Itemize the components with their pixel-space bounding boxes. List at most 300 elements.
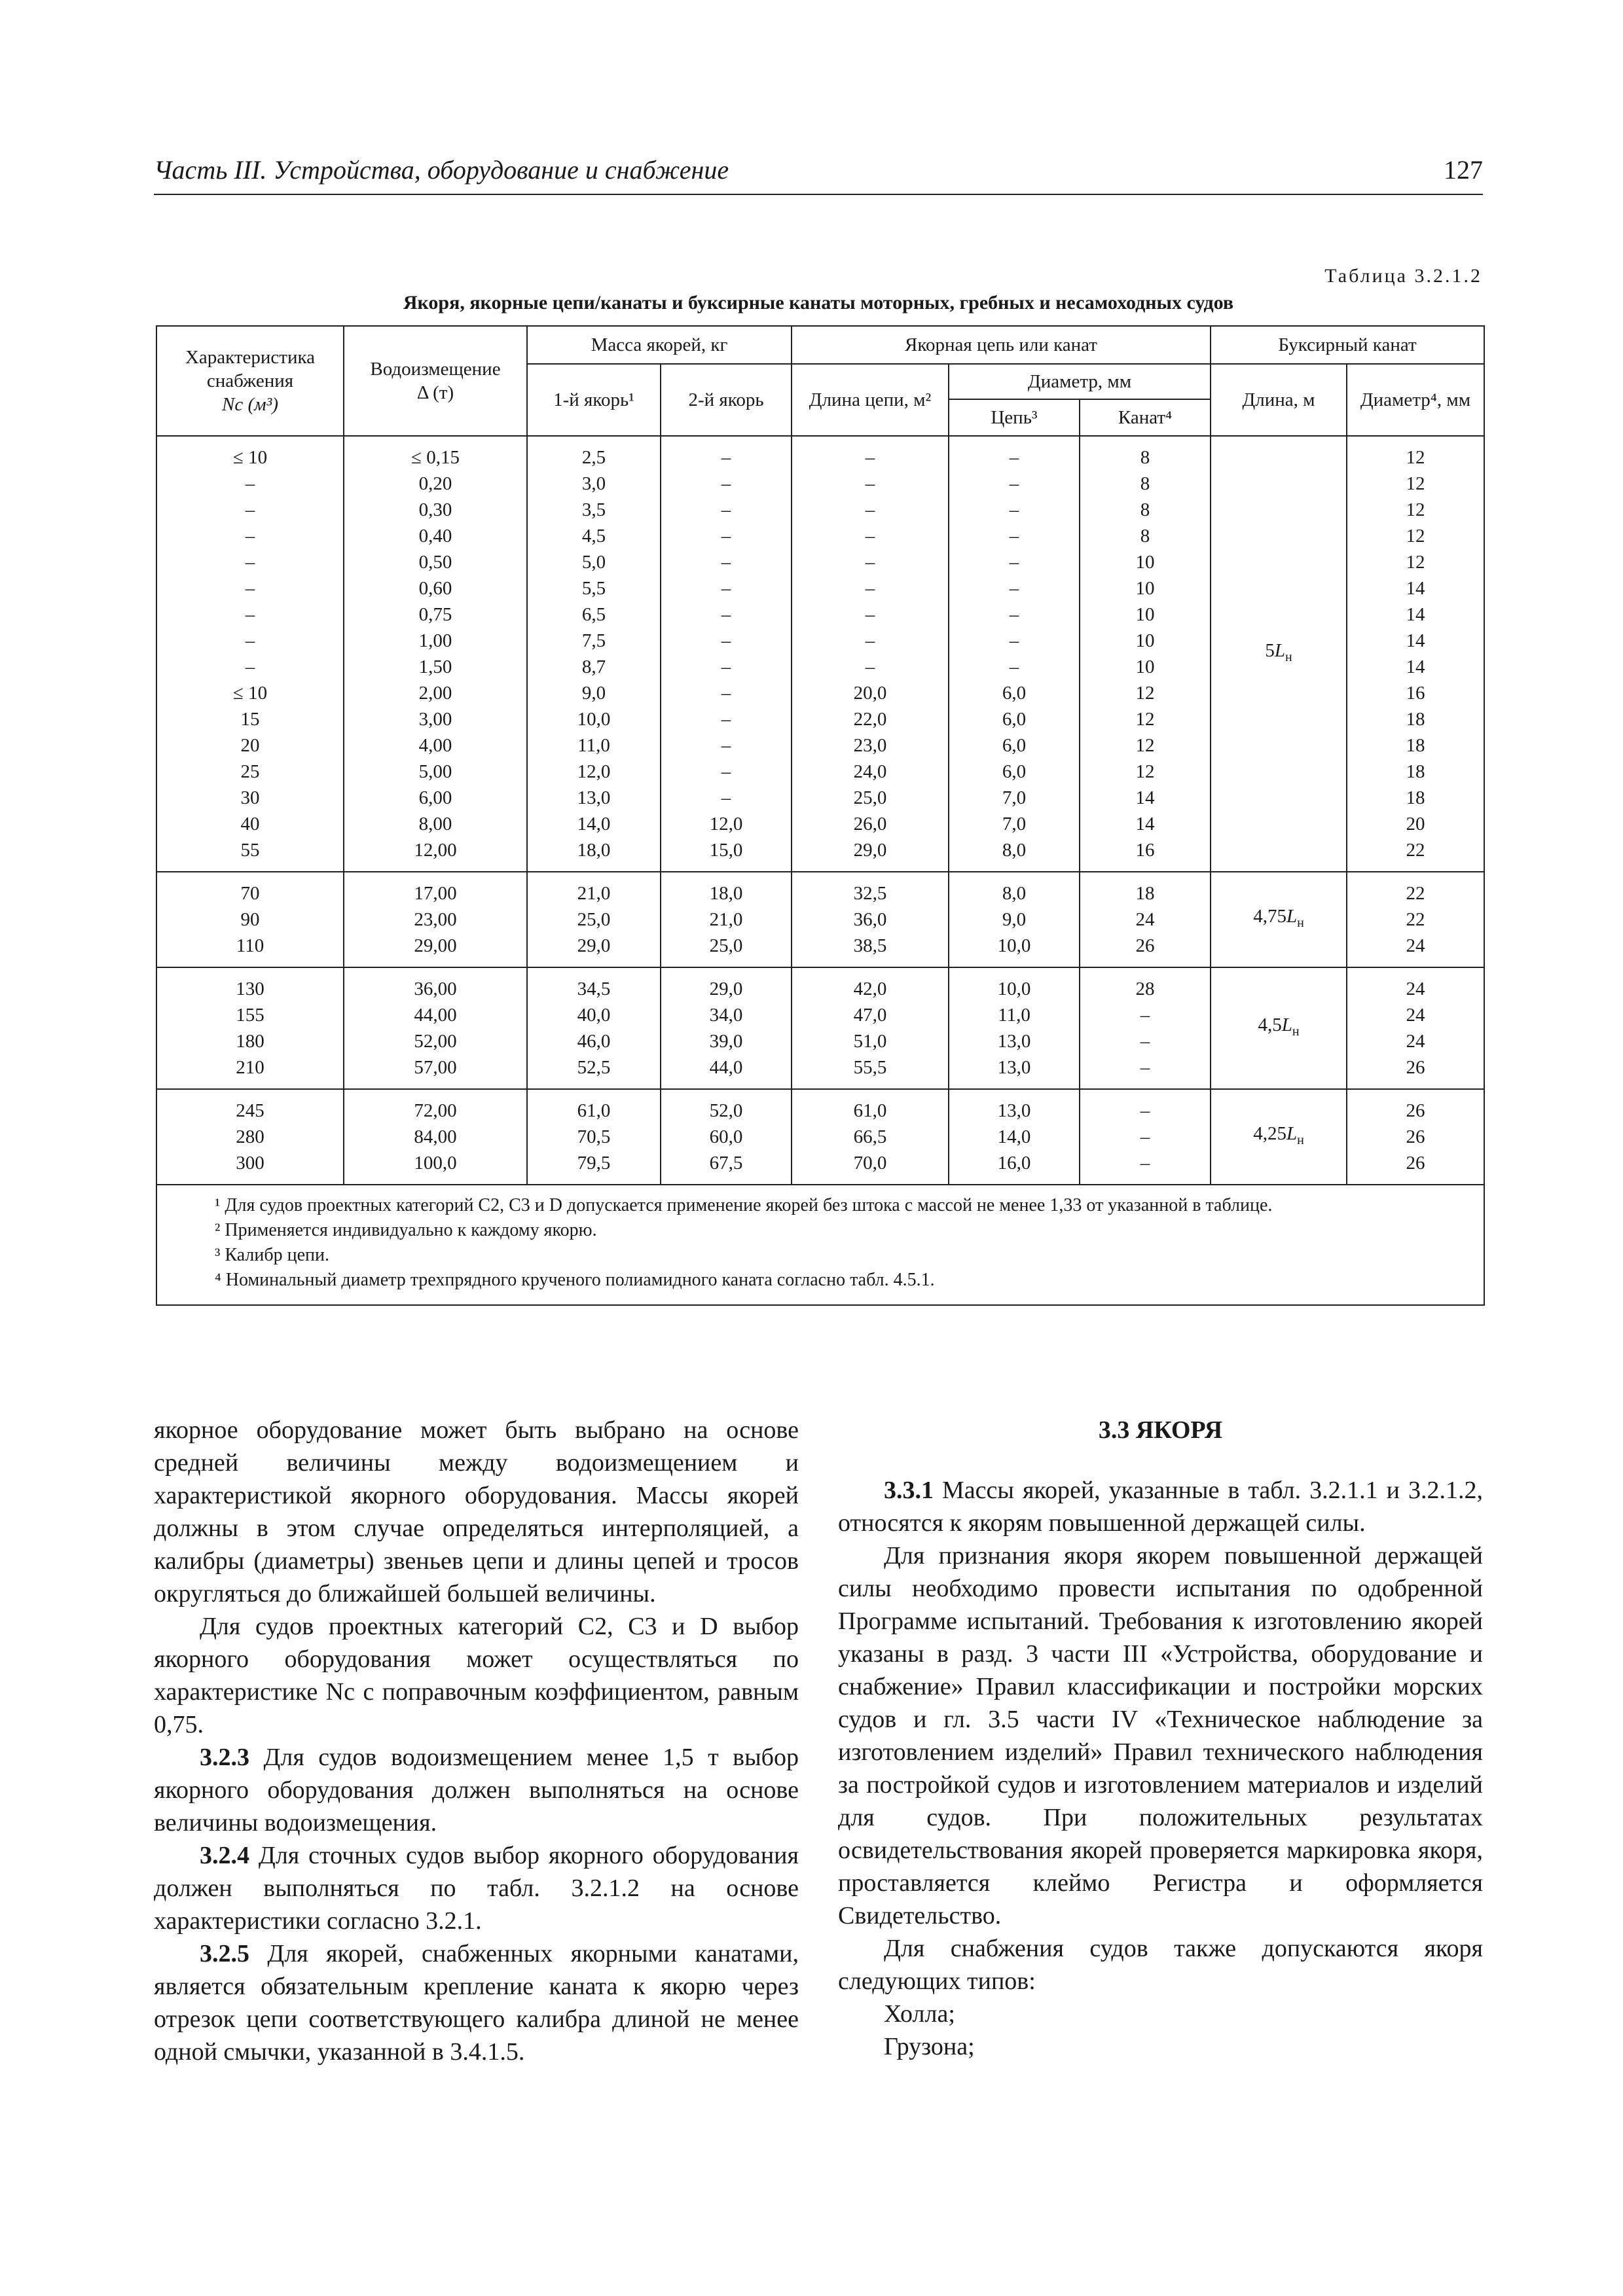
cell-value: 14,0	[577, 814, 611, 834]
cell-value: 12	[1406, 526, 1425, 547]
body-paragraph	[838, 1474, 1483, 1539]
cell-value: 18,0	[577, 840, 611, 861]
anchor1-cell	[527, 872, 661, 967]
footnote-4: ⁴ Номинальный диаметр трехпрядного крученого полиамидного каната согласно табл. 4.5.1.	[215, 1270, 935, 1290]
cell-value: 10	[1135, 630, 1155, 651]
tow-length-factor: 4,5	[1258, 1014, 1282, 1036]
cell-value: –	[1009, 526, 1019, 547]
cell-value: 66,5	[853, 1126, 887, 1147]
chain-length-cell	[792, 1089, 949, 1185]
cell-value: 24	[1406, 978, 1425, 999]
paragraph-text: Для якорей, снабженных якорными канатами, является обязательным крепление каната к якорю через отрезок цепи соответствующего калибра длиной не менее одной смычки, указанной в 3.4.1.5.	[154, 1940, 799, 2066]
cell-value: –	[721, 787, 731, 808]
cell-value: 15,0	[709, 840, 743, 861]
anchor2-cell	[661, 967, 792, 1089]
body-paragraph	[838, 2030, 1483, 2063]
cell-value: 12,00	[414, 840, 457, 861]
cell-value: 4,00	[418, 735, 452, 756]
table-row-group	[156, 967, 1484, 1089]
cell-value: 210	[236, 1057, 264, 1078]
cell-value: 11,0	[998, 1005, 1030, 1026]
cell-value: –	[1009, 604, 1019, 625]
cell-value: 10,0	[997, 935, 1031, 956]
cell-value: 18	[1135, 883, 1155, 904]
cell-value: 12	[1135, 761, 1155, 782]
cell-value: –	[1009, 630, 1019, 651]
cell-value: 4,5	[581, 526, 606, 547]
left-text-column	[154, 1414, 799, 2068]
cell-value: –	[721, 656, 731, 677]
cell-value: 100,0	[414, 1153, 457, 1174]
cell-value: 67,5	[709, 1153, 743, 1174]
header-displacement: Водоизмещение Δ (т)	[344, 326, 527, 436]
nc-cell	[156, 872, 344, 967]
body-paragraph	[154, 1414, 799, 1610]
cell-value: –	[721, 499, 731, 520]
cell-value: –	[721, 552, 731, 573]
cell-value: 8,0	[1002, 840, 1027, 861]
paragraph-text: Для судов водоизмещением менее 1,5 т выбор якорного оборудования должен выполняться на основе величины водоизмещения.	[154, 1744, 799, 1837]
cell-value: 22,0	[853, 709, 887, 730]
body-paragraph	[154, 1741, 799, 1839]
cell-value: –	[721, 578, 731, 599]
cell-value: –	[1009, 552, 1019, 573]
header-characteristic-unit: Nc (м³)	[222, 394, 278, 415]
cell-value: 24	[1406, 1031, 1425, 1052]
cell-value: 60,0	[709, 1126, 743, 1147]
rope-diameter-cell	[1080, 436, 1211, 872]
tow-length-symbol: L	[1281, 1014, 1292, 1036]
cell-value: –	[1140, 1005, 1150, 1026]
cell-value: 29,0	[709, 978, 743, 999]
header-chain: Цепь³	[949, 399, 1080, 436]
cell-value: 17,00	[414, 883, 457, 904]
cell-value: 44,0	[709, 1057, 743, 1078]
tow-diameter-cell	[1347, 1089, 1484, 1185]
cell-value: 61,0	[853, 1100, 887, 1121]
cell-value: 280	[236, 1126, 264, 1147]
header-displacement-unit: Δ (т)	[416, 382, 454, 403]
cell-value: 25,0	[577, 909, 611, 930]
paragraph-text: Для снабжения судов также допускаются якоря следующих типов:	[838, 1935, 1483, 1995]
cell-value: 1,00	[418, 630, 452, 651]
tow-length-factor: 4,25	[1253, 1123, 1286, 1145]
nc-cell	[156, 436, 344, 872]
cell-value: 0,40	[418, 526, 452, 547]
cell-value: –	[245, 552, 255, 573]
table-number: Таблица 3.2.1.2	[1324, 265, 1482, 287]
tow-length-cell	[1211, 436, 1347, 872]
tow-length-symbol: L	[1286, 906, 1298, 927]
cell-value: 10	[1135, 604, 1155, 625]
cell-value: –	[865, 473, 875, 494]
rope-diameter-cell	[1080, 967, 1211, 1089]
cell-value: –	[865, 526, 875, 547]
cell-value: 8	[1140, 473, 1150, 494]
cell-value: 52,5	[577, 1057, 611, 1078]
cell-value: –	[865, 604, 875, 625]
cell-value: 8	[1140, 447, 1150, 468]
right-text-column	[838, 1414, 1483, 2063]
cell-value: 28	[1135, 978, 1155, 999]
cell-value: –	[245, 499, 255, 520]
header-anchor-2: 2-й якорь	[661, 364, 792, 436]
tow-length-cell	[1211, 1089, 1347, 1185]
section-heading: 3.3 ЯКОРЯ	[1098, 1416, 1223, 1444]
chain-length-cell	[792, 872, 949, 967]
cell-value: 12	[1406, 473, 1425, 494]
tow-diameter-cell	[1347, 872, 1484, 967]
cell-value: 52,0	[709, 1100, 743, 1121]
body-paragraph	[154, 1937, 799, 2068]
cell-value: 130	[236, 978, 264, 999]
cell-value: 10,0	[577, 709, 611, 730]
cell-value: 14	[1135, 787, 1155, 808]
cell-value: –	[245, 473, 255, 494]
cell-value: 15	[240, 709, 260, 730]
cell-value: 12,0	[709, 814, 743, 834]
cell-value: 5,00	[418, 761, 452, 782]
paragraph-text: Для признания якоря якорем повышенной держащей силы необходимо провести испытания по одобренной Программе испытаний. Требования к изготовлению якорей указаны в разд. 3 части III «Устройства, оборудование и снабжение» Правил классификации и постройки морских судов и гл. 3.5 части IV «Техническое наблюдение за изготовлением изделий» Правил технического наблюдения за постройкой судов и изготовлением материалов и изделий для судов. При положительных результатах освидетельствования якорей проверяется маркировка якоря, проставляется клеймо Регистра и оформляется Свидетельство.	[838, 1542, 1483, 1929]
cell-value: –	[1140, 1126, 1150, 1147]
clause-number: 3.2.5	[200, 1940, 249, 1967]
tow-length-factor: 5	[1265, 640, 1275, 662]
cell-value: 34,0	[709, 1005, 743, 1026]
cell-value: 0,75	[418, 604, 452, 625]
footnote-3: ³ Калибр цепи.	[215, 1245, 329, 1265]
table-row-group	[156, 872, 1484, 967]
cell-value: 3,5	[581, 499, 606, 520]
cell-value: 26	[1135, 935, 1155, 956]
cell-value: 30	[240, 787, 260, 808]
cell-value: –	[721, 526, 731, 547]
cell-value: 14	[1406, 604, 1425, 625]
cell-value: 32,5	[853, 883, 887, 904]
displacement-cell	[344, 436, 527, 872]
cell-value: 3,00	[418, 709, 452, 730]
header-tow-length: Длина, м	[1211, 364, 1347, 436]
paragraph-text: якорное оборудование может быть выбрано на основе средней величины между водоизмещением и характеристикой якорного оборудования. Массы якорей должны в этом случае определяться интерполяцией, а калибры (диаметры) звеньев цепи и длины цепей и тросов округляться до ближайшей большей величины.	[154, 1416, 799, 1607]
cell-value: 14,0	[997, 1126, 1031, 1147]
header-chain-length: Длина цепи, м²	[792, 364, 949, 436]
cell-value: 24	[1406, 1005, 1425, 1026]
cell-value: 11,0	[577, 735, 610, 756]
cell-value: 22	[1406, 840, 1425, 861]
cell-value: –	[245, 604, 255, 625]
cell-value: 72,00	[414, 1100, 457, 1121]
cell-value: –	[1009, 578, 1019, 599]
cell-value: –	[245, 526, 255, 547]
paragraph-text: Холла;	[884, 2000, 955, 2028]
tow-length-subscript: н	[1297, 915, 1304, 930]
cell-value: 6,0	[1002, 761, 1027, 782]
cell-value: 300	[236, 1153, 264, 1174]
cell-value: 14	[1406, 656, 1425, 677]
paragraph-text: Грузона;	[884, 2033, 975, 2060]
cell-value: 36,0	[853, 909, 887, 930]
displacement-cell	[344, 872, 527, 967]
tow-diameter-cell	[1347, 436, 1484, 872]
anchor-equipment-table	[156, 325, 1485, 1306]
cell-value: 12	[1135, 709, 1155, 730]
header-diameter: Диаметр, мм	[949, 364, 1211, 399]
body-paragraph	[838, 1539, 1483, 1932]
footnote-2: ² Применяется индивидуально к каждому якорю.	[215, 1220, 597, 1240]
cell-value: –	[865, 447, 875, 468]
cell-value: –	[721, 473, 731, 494]
cell-value: 14	[1406, 630, 1425, 651]
cell-value: 20	[240, 735, 260, 756]
cell-value: 18	[1406, 787, 1425, 808]
chain-length-cell	[792, 436, 949, 872]
body-paragraph	[154, 1610, 799, 1741]
cell-value: 26,0	[853, 814, 887, 834]
cell-value: 26	[1406, 1100, 1425, 1121]
cell-value: 245	[236, 1100, 264, 1121]
displacement-cell	[344, 1089, 527, 1185]
cell-value: 90	[240, 909, 260, 930]
cell-value: 25,0	[853, 787, 887, 808]
cell-value: 6,0	[1002, 709, 1027, 730]
cell-value: 40	[240, 814, 260, 834]
tow-length-subscript: н	[1297, 1132, 1304, 1147]
cell-value: 6,00	[418, 787, 452, 808]
cell-value: –	[1140, 1153, 1150, 1174]
cell-value: 46,0	[577, 1031, 611, 1052]
tow-length-subscript: н	[1285, 649, 1292, 664]
cell-value: 13,0	[997, 1031, 1031, 1052]
cell-value: 10	[1135, 552, 1155, 573]
cell-value: 8	[1140, 499, 1150, 520]
cell-value: 51,0	[853, 1031, 887, 1052]
cell-value: 1,50	[418, 656, 452, 677]
anchor2-cell	[661, 436, 792, 872]
cell-value: 12	[1135, 735, 1155, 756]
cell-value: 5,0	[581, 552, 606, 573]
cell-value: 24,0	[853, 761, 887, 782]
cell-value: 61,0	[577, 1100, 611, 1121]
cell-value: ≤ 0,15	[411, 447, 460, 468]
running-header	[154, 154, 1483, 195]
cell-value: 25,0	[709, 935, 743, 956]
cell-value: 8,00	[418, 814, 452, 834]
cell-value: 34,5	[577, 978, 611, 999]
cell-value: 44,00	[414, 1005, 457, 1026]
cell-value: 21,0	[709, 909, 743, 930]
rope-diameter-cell	[1080, 872, 1211, 967]
cell-value: 23,00	[414, 909, 457, 930]
rope-diameter-cell	[1080, 1089, 1211, 1185]
cell-value: 20,0	[853, 683, 887, 704]
running-title: Часть III. Устройства, оборудование и снабжение	[154, 155, 729, 185]
header-anchor-1: 1-й якорь¹	[527, 364, 661, 436]
cell-value: 7,5	[581, 630, 606, 651]
cell-value: 8,7	[581, 656, 606, 677]
cell-value: 39,0	[709, 1031, 743, 1052]
cell-value: –	[721, 447, 731, 468]
cell-value: 20	[1406, 814, 1425, 834]
cell-value: 8	[1140, 526, 1150, 547]
header-chain-or-rope: Якорная цепь или канат	[792, 326, 1211, 364]
cell-value: 6,0	[1002, 683, 1027, 704]
cell-value: –	[245, 578, 255, 599]
cell-value: –	[1140, 1100, 1150, 1121]
cell-value: 12	[1406, 552, 1425, 573]
cell-value: 10,0	[997, 978, 1031, 999]
cell-value: 70,5	[577, 1126, 611, 1147]
cell-value: 70	[240, 883, 260, 904]
clause-number: 3.3.1	[884, 1477, 934, 1504]
cell-value: 36,00	[414, 978, 457, 999]
anchor2-cell	[661, 872, 792, 967]
header-rope: Канат⁴	[1080, 399, 1211, 436]
tow-length-subscript: н	[1292, 1024, 1300, 1039]
cell-value: 10	[1135, 656, 1155, 677]
cell-value: 13,0	[997, 1057, 1031, 1078]
table-body	[156, 436, 1484, 1185]
cell-value: 9,0	[581, 683, 606, 704]
chain-diameter-cell	[949, 1089, 1080, 1185]
chain-length-cell	[792, 967, 949, 1089]
cell-value: 16	[1135, 840, 1155, 861]
cell-value: 38,5	[853, 935, 887, 956]
cell-value: –	[721, 761, 731, 782]
cell-value: 47,0	[853, 1005, 887, 1026]
nc-cell	[156, 1089, 344, 1185]
cell-value: –	[865, 630, 875, 651]
cell-value: 12	[1135, 683, 1155, 704]
cell-value: –	[865, 499, 875, 520]
cell-value: 21,0	[577, 883, 611, 904]
cell-value: –	[1140, 1031, 1150, 1052]
cell-value: 29,00	[414, 935, 457, 956]
page-number: 127	[1444, 155, 1483, 185]
cell-value: –	[245, 630, 255, 651]
cell-value: 14	[1135, 814, 1155, 834]
cell-value: –	[1009, 447, 1019, 468]
clause-number: 3.2.4	[200, 1842, 249, 1869]
cell-value: 9,0	[1002, 909, 1027, 930]
cell-value: –	[721, 630, 731, 651]
cell-value: 42,0	[853, 978, 887, 999]
cell-value: 13,0	[577, 787, 611, 808]
anchor1-cell	[527, 1089, 661, 1185]
tow-length-factor: 4,75	[1253, 906, 1286, 927]
cell-value: 29,0	[853, 840, 887, 861]
clause-number: 3.2.3	[200, 1744, 249, 1771]
cell-value: 13,0	[997, 1100, 1031, 1121]
table-row-group	[156, 436, 1484, 872]
cell-value: 8,0	[1002, 883, 1027, 904]
cell-value: 79,5	[577, 1153, 611, 1174]
cell-value: 26	[1406, 1153, 1425, 1174]
cell-value: 12	[1406, 447, 1425, 468]
cell-value: –	[865, 552, 875, 573]
cell-value: 180	[236, 1031, 264, 1052]
cell-value: 10	[1135, 578, 1155, 599]
cell-value: 22	[1406, 909, 1425, 930]
cell-value: ≤ 10	[232, 447, 268, 468]
displacement-cell	[344, 967, 527, 1089]
cell-value: 55	[240, 840, 260, 861]
cell-value: –	[1009, 473, 1019, 494]
body-paragraph	[838, 1932, 1483, 1998]
paragraph-text: Для сточных судов выбор якорного оборудования должен выполняться по табл. 3.2.1.2 на основе характеристики согласно 3.2.1.	[154, 1842, 799, 1935]
cell-value: 155	[236, 1005, 264, 1026]
cell-value: –	[865, 578, 875, 599]
cell-value: 0,50	[418, 552, 452, 573]
cell-value: 2,5	[581, 447, 606, 468]
table-row-group	[156, 1089, 1484, 1185]
anchor1-cell	[527, 436, 661, 872]
cell-value: 22	[1406, 883, 1425, 904]
cell-value: 70,0	[853, 1153, 887, 1174]
cell-value: 0,20	[418, 473, 452, 494]
anchor2-cell	[661, 1089, 792, 1185]
cell-value: –	[245, 656, 255, 677]
cell-value: 26	[1406, 1126, 1425, 1147]
tow-length-cell	[1211, 967, 1347, 1089]
footnote-1: ¹ Для судов проектных категорий С2, С3 и D допускается применение якорей без штока с массой не менее 1,33 от указанной в таблице.	[215, 1195, 1273, 1215]
cell-value: 7,0	[1002, 787, 1027, 808]
cell-value: 6,5	[581, 604, 606, 625]
cell-value: 7,0	[1002, 814, 1027, 834]
cell-value: –	[865, 656, 875, 677]
cell-value: 12	[1406, 499, 1425, 520]
cell-value: ≤ 10	[232, 683, 268, 704]
paragraph-text: Массы якорей, указанные в табл. 3.2.1.1 и 3.2.1.2, относятся к якорям повышенной держащей силы.	[838, 1477, 1483, 1537]
cell-value: –	[721, 683, 731, 704]
cell-value: 18	[1406, 761, 1425, 782]
cell-value: 55,5	[853, 1057, 887, 1078]
cell-value: 2,00	[418, 683, 452, 704]
cell-value: 0,30	[418, 499, 452, 520]
cell-value: 26	[1406, 1057, 1425, 1078]
chain-diameter-cell	[949, 436, 1080, 872]
body-paragraph	[838, 1998, 1483, 2030]
cell-value: –	[1140, 1057, 1150, 1078]
tow-diameter-cell	[1347, 967, 1484, 1089]
cell-value: 3,0	[581, 473, 606, 494]
cell-value: 16	[1406, 683, 1425, 704]
cell-value: 25	[240, 761, 260, 782]
header-characteristic: Характеристика снабжения Nc (м³)	[156, 326, 344, 436]
cell-value: 12,0	[577, 761, 611, 782]
cell-value: 84,00	[414, 1126, 457, 1147]
body-paragraph	[154, 1839, 799, 1937]
header-tow-diameter: Диаметр⁴, мм	[1347, 364, 1484, 436]
cell-value: 18,0	[709, 883, 743, 904]
cell-value: 5,5	[581, 578, 606, 599]
table-footnotes	[156, 1185, 1484, 1305]
cell-value: 57,00	[414, 1057, 457, 1078]
anchor1-cell	[527, 967, 661, 1089]
cell-value: –	[1009, 499, 1019, 520]
paragraph-text: Для судов проектных категорий С2, С3 и D выбор якорного оборудования может осуществляться по характеристике Nc с поправочным коэффициентом, равным 0,75.	[154, 1613, 799, 1738]
table-title: Якоря, якорные цепи/канаты и буксирные канаты моторных, гребных и несамоходных судов	[403, 292, 1234, 314]
tow-length-symbol: L	[1274, 640, 1285, 662]
header-towing-rope: Буксирный канат	[1211, 326, 1484, 364]
cell-value: 0,60	[418, 578, 452, 599]
cell-value: 29,0	[577, 935, 611, 956]
cell-value: 24	[1135, 909, 1155, 930]
tow-length-cell	[1211, 872, 1347, 967]
chain-diameter-cell	[949, 872, 1080, 967]
cell-value: 23,0	[853, 735, 887, 756]
cell-value: –	[721, 604, 731, 625]
cell-value: 16,0	[997, 1153, 1031, 1174]
nc-cell	[156, 967, 344, 1089]
